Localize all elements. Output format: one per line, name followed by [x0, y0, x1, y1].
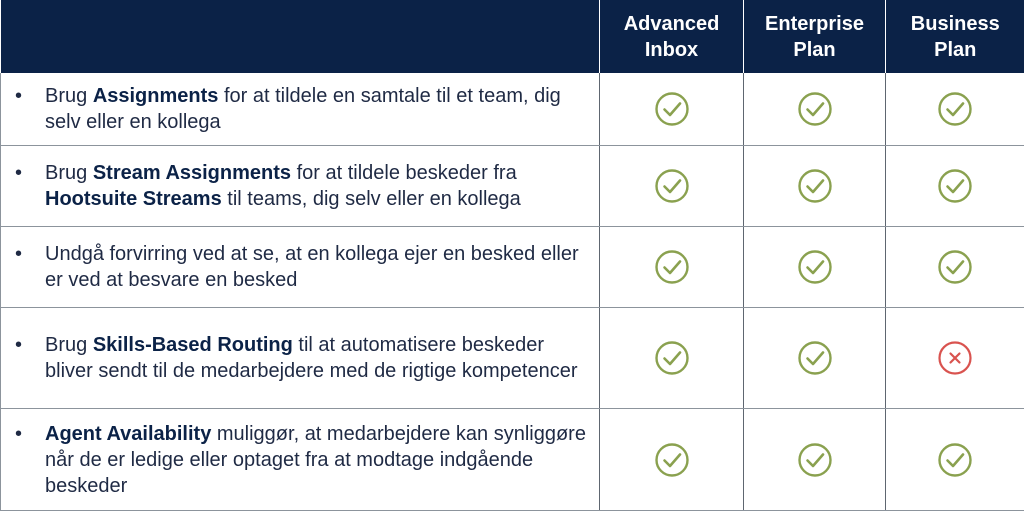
feature-description [1, 308, 600, 409]
advanced-inbox-cell [600, 409, 744, 511]
column-header-line: Advanced [623, 12, 720, 35]
enterprise-plan-cell [744, 146, 886, 227]
bullet: • [15, 422, 23, 445]
check-circle-icon [797, 340, 833, 376]
check-circle-icon [937, 168, 973, 204]
business-plan-cell [886, 73, 1024, 146]
feature-description [1, 73, 600, 146]
x-circle-icon [937, 340, 973, 376]
column-header-line: Plan [934, 38, 977, 61]
header-corner [1, 0, 600, 73]
business-plan-cell [886, 409, 1024, 511]
check-circle-icon [654, 91, 690, 127]
bullet: • [15, 85, 23, 107]
column-header-line: Enterprise [765, 12, 864, 35]
enterprise-plan-cell [744, 409, 886, 511]
enterprise-plan-cell [744, 308, 886, 409]
header-row [1, 0, 1024, 73]
enterprise-plan-cell [744, 227, 886, 308]
enterprise-plan-cell [744, 73, 886, 146]
feature-highlight: Skills-Based Routing [92, 334, 293, 356]
feature-row-assignments [1, 73, 1024, 146]
column-header-line: Business [910, 12, 1000, 35]
check-circle-icon [654, 168, 690, 204]
bullet: • [15, 243, 23, 265]
feature-text: for at tildele en samtale til et team, dig selv eller en kollega [45, 85, 561, 133]
feature-description [1, 409, 600, 511]
feature-text: for at tildele beskeder fra [291, 162, 517, 184]
feature-highlight: Agent Availability [45, 422, 212, 445]
feature-text: Brug [45, 334, 93, 356]
feature-row-stream-assignments [1, 146, 1024, 227]
feature-row-agent-availability [1, 409, 1024, 511]
check-circle-icon [654, 340, 690, 376]
column-header-business-plan [886, 0, 1024, 73]
business-plan-cell [886, 308, 1024, 409]
check-circle-icon [654, 249, 690, 285]
bullet: • [15, 334, 23, 356]
feature-description [1, 146, 600, 227]
business-plan-cell [886, 146, 1024, 227]
check-circle-icon [937, 91, 973, 127]
feature-highlight: Hootsuite Streams [45, 188, 222, 210]
feature-text: til teams, dig selv eller en kollega [221, 188, 521, 210]
column-header-enterprise-plan [744, 0, 886, 73]
feature-highlight: Stream Assignments [92, 162, 292, 184]
feature-text: muliggør, at medarbejdere kan synliggøre når de er ledige eller optaget fra at modtage indgående beskeder [45, 422, 586, 497]
check-circle-icon [797, 249, 833, 285]
business-plan-cell [886, 227, 1024, 308]
check-circle-icon [797, 442, 833, 478]
column-header-line: Inbox [644, 38, 699, 61]
check-circle-icon [937, 249, 973, 285]
feature-text: Brug [45, 85, 93, 107]
feature-highlight: Assignments [92, 85, 219, 107]
feature-text: til at automatisere beskeder bliver sendt til de medarbejdere med de rigtige kompetencer [45, 334, 578, 382]
advanced-inbox-cell [600, 73, 744, 146]
column-header-line: Plan [793, 38, 836, 61]
column-header-advanced-inbox [600, 0, 744, 73]
advanced-inbox-cell [600, 308, 744, 409]
feature-description [1, 227, 600, 308]
advanced-inbox-cell [600, 146, 744, 227]
feature-text: Undgå forvirring ved at se, at en kollega ejer en besked eller er ved at besvare en besked [45, 243, 579, 291]
advanced-inbox-cell [600, 227, 744, 308]
check-circle-icon [797, 168, 833, 204]
feature-row-skills-based-routing [1, 308, 1024, 409]
check-circle-icon [797, 91, 833, 127]
feature-text: Brug [45, 162, 93, 184]
check-circle-icon [937, 442, 973, 478]
bullet: • [15, 162, 23, 184]
feature-row-ownership [1, 227, 1024, 308]
check-circle-icon [654, 442, 690, 478]
